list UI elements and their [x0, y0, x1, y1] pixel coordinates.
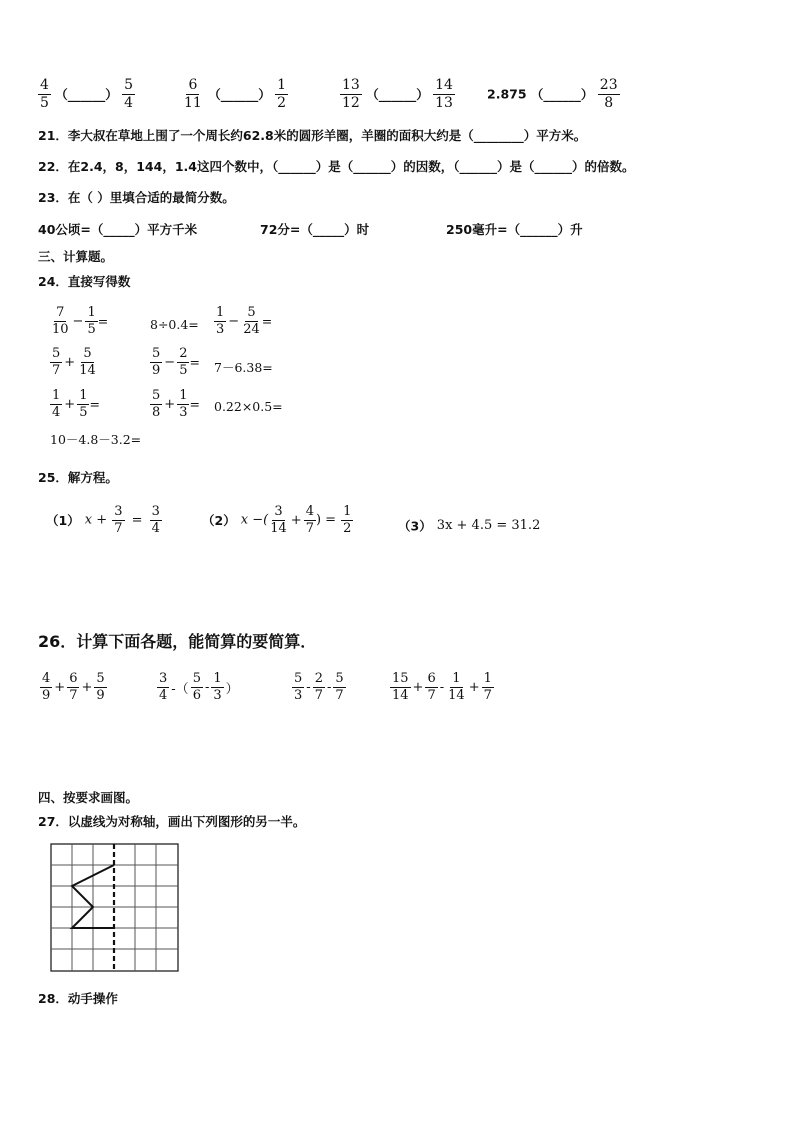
fraction: $\frac{13}{12}$ — [342, 77, 360, 111]
fraction: $\frac{4}{5}$ — [40, 77, 49, 111]
compare-row — [340, 78, 455, 110]
q24-item: $\frac{1}{4}$ + $\frac{1}{5}$ = — [52, 388, 100, 420]
q23-item: 40公顷=（_____）平方千米 — [38, 222, 198, 237]
decimal-value: 2.875 — [487, 86, 527, 102]
question-28: 28．动手操作 — [38, 991, 118, 1006]
q24-item: 8÷0.4= — [150, 317, 199, 332]
fraction: $\frac{6}{11}$ — [184, 77, 202, 111]
compare-row — [38, 78, 135, 110]
q23-item: 72分=（_____）时 — [260, 222, 370, 237]
equation-2: （2） x −( $\frac{3}{14}$ + $\frac{4}{7}$ ) = $\frac{1}{2}$ — [202, 504, 352, 536]
q24-item: $\frac{7}{10}$ − $\frac{1}{5}$ = — [52, 305, 109, 337]
q26-expression: $\frac{5}{3}$ - $\frac{2}{7}$ - $\frac{5}{7}$ — [294, 671, 344, 703]
question-27: 27．以虚线为对称轴，画出下列图形的另一半。 — [38, 814, 306, 829]
symmetry-grid — [50, 843, 180, 973]
q23-item: 250毫升=（______）升 — [446, 222, 583, 237]
q26-expression: $\frac{3}{4}$ -（ $\frac{5}{6}$ - $\frac{1}{3}$ ） — [159, 671, 239, 703]
question-25: 25．解方程。 — [38, 470, 118, 485]
question-26: 26．计算下面各题，能简算的要简算． — [38, 632, 317, 651]
fraction: $\frac{5}{4}$ — [124, 77, 134, 111]
answer-blank[interactable]: （______） — [55, 87, 118, 103]
answer-blank[interactable]: （______） — [208, 87, 271, 103]
question-21: 21．李大叔在草地上围了一个周长约62.8米的圆形羊圈，羊圈的面积大约是（________）平方米。 — [38, 128, 587, 143]
q24-item: 7－6.38= — [214, 360, 273, 375]
section-4-heading: 四、按要求画图。 — [38, 790, 139, 805]
section-3-heading: 三、计算题。 — [38, 249, 114, 264]
equation-3: （3） 3x + 4.5 = 31.2 — [398, 518, 541, 534]
q24-item: $\frac{1}{3}$ − $\frac{5}{24}$ = — [216, 305, 273, 337]
fraction: $\frac{14}{13}$ — [435, 77, 453, 111]
q24-item: $\frac{5}{8}$ + $\frac{1}{3}$ = — [152, 388, 200, 420]
equation-1: （1） x + $\frac{3}{7}$ = $\frac{3}{4}$ — [46, 504, 160, 536]
answer-blank[interactable]: （______） — [366, 87, 429, 103]
answer-blank[interactable]: （______） — [530, 87, 594, 103]
question-23: 23．在（ ）里填合适的最简分数。 — [38, 190, 235, 205]
q24-item: 10－4.8－3.2= — [50, 432, 142, 447]
question-22: 22．在2.4，8，144，1.4这四个数中，（______）是（______）的因数，（______）是（______）的倍数。 — [38, 159, 635, 174]
question-24: 24．直接写得数 — [38, 274, 131, 289]
fraction: $\frac{1}{2}$ — [277, 77, 286, 111]
q26-expression: $\frac{15}{14}$ + $\frac{6}{7}$ - $\frac{1}{14}$ + $\frac{1}{7}$ — [392, 671, 492, 703]
compare-row — [182, 78, 288, 110]
q24-item: $\frac{5}{7}$ + $\frac{5}{14}$ — [52, 346, 96, 378]
q24-item: $\frac{5}{9}$ − $\frac{2}{5}$ = — [152, 346, 200, 378]
q24-item: 0.22×0.5= — [214, 399, 283, 414]
q26-expression: $\frac{4}{9}$ + $\frac{6}{7}$ + $\frac{5}{9}$ — [42, 671, 105, 703]
fraction: $\frac{23}{8}$ — [599, 77, 618, 111]
compare-row — [487, 78, 620, 110]
